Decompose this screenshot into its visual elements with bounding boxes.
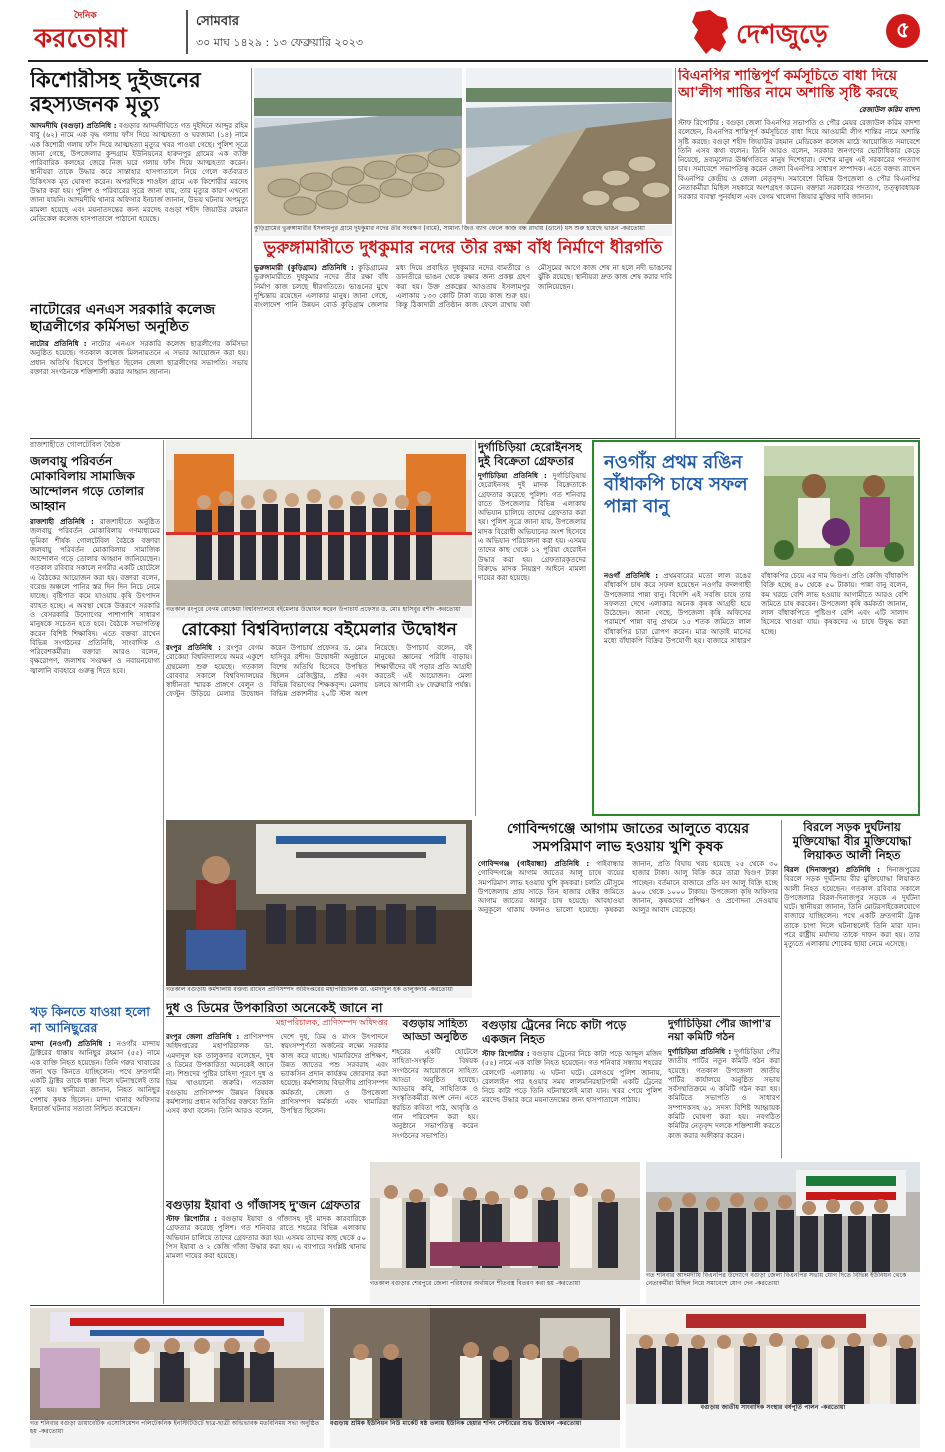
article-heroin-text: দুর্গাচিড়িয়ায় হেরোইনসহ দুই মাদক বিক্রেতাকে গ্রেফতার করেছে পুলিশ। গত শনিবার রাতে উপজেলার বিভিন্ন এলাকায় অভিযান চালিয়ে তাদের গ্রেফতার করা হয়। পুলিশ সূত্রে জানা যায়, উপজেলার মাদক বিরোধী অভিযানের অংশ হিসেবে এ অভিযান পরিচালনা করা হয়। এসময় তাদের কাছ থেকে ১২ পুরিয়া হেরোইন উদ্ধার করা হয়। গ্রেফতারকৃতদের বিরুদ্ধে মাদক নিয়ন্ত্রণ আইনে মামলা দায়ের করা হয়েছে। (478, 472, 586, 583)
article-cabbage-body (604, 572, 908, 808)
article-biral-byline: বিরল (দিনাজপুর) প্রতিনিধি : (784, 866, 880, 874)
photo-river-bank (254, 68, 672, 236)
column-rule (675, 68, 676, 438)
photo-workshop-caption: গতকাল বগুড়ায় কর্মশালায় বক্তব্য রাখেন প্রাণিসম্পদ অধিদপ্তরের মহাপরিচালক ডা. এমদাদুল হক তালুকদার -করতোয়া (166, 986, 472, 998)
masthead-rule (28, 60, 928, 62)
article-yaba-text: বগুড়ায় ইয়াবা ও গাঁজাসহ দুই মাদক কারবারিকে গ্রেফতার করেছে পুলিশ। গত শনিবার রাতে শহরের বিভিন্ন এলাকায় অভিযান চালিয়ে তাদের গ্রেফতার করা হয়। এসময় তাদের কাছ থেকে ৫০ পিস ইয়াবা ও ২ কেজি গাঁজা উদ্ধার করা হয়। এ ব্যাপারে সংশ্লিষ্ট থানায় মামলা দায়ের করা হয়েছে। (166, 1215, 366, 1261)
article-deaths-text: বগুড়ার আদমদীঘিতে গত দুইদিনে আব্দুর রহিম বাবু (৬২) নামে এক বৃদ্ধ গলায় ফাঁস দিয়ে আত্মহত্যা ও ঘরজামা (১৪) নামে এক কিশোরী গলায় ফাঁস দিয়ে আত্মহত্যা মৃত্যুর খবর পাওয়া গেছে। পুলিশ সূত্রে জানা গেছে, উপজেলার কুন্দগ্রাম ইউনিয়নের হারুনপুর গ্রামের এক ব্যক্তি পারিবারিক কলহের জেরে নিজ ঘরে গলায় ফাঁস দিয়ে আত্মহত্যা করেন। স্থানীয়রা তাকে উদ্ধার করে সান্তাহার হাসপাতালে নিয়ে গেলে কর্তব্যরত চিকিৎসক মৃত ঘোষণা করেন। অপরদিকে শাওইল গ্রামে এক কিশোরীর মরদেহ উদ্ধার করা হয়। পুলিশ ও পরিবারের সূত্রে জানা যায়, তার মৃত্যুর কারণ এখনো জানা যায়নি। আদমদীঘি থানার অফিসার ইনচার্জ জানান, উভয় ঘটনায় অপমৃত্যু মামলা হয়েছে এবং ময়নাতদন্তের জন্য মরদেহ বগুড়া শহীদ জিয়াউর রহমান মেডিকেল কলেজ হাসপাতালে পাঠানো হয়েছে। (30, 122, 248, 223)
river-bank-left-image (254, 68, 462, 224)
article-natore-byline: নাটোর প্রতিনিধি : (30, 340, 87, 348)
column-rule (251, 68, 252, 438)
article-potato-title: গোবিন্দগঞ্জে আগাম জাতের আলুতে ব্যয়ের সমপরিমাণ লাভ হওয়ায় খুশি কৃষক (506, 821, 750, 855)
issue-day: সোমবার (196, 14, 240, 29)
article-bnp-author: রেজাউল করিম বাদশা (859, 106, 920, 114)
article-dam-title: ভুরুঙ্গামারীতে দুধকুমার নদের তীর রক্ষা বাঁধ নির্মাণে ধীরগতি (263, 238, 663, 258)
article-literature-text: শহরের একটি হোটেলে সাহিত্য-সংস্কৃতি বিষয়ক সংগঠনের আয়োজনে সাহিত্য আড্ডা অনুষ্ঠিত হয়েছে। আড্ডায় কবি, সাহিত্যিক ও সংস্কৃতিকর্মীরা অংশ নেন। এতে স্বরচিত কবিতা পাঠ, আবৃত্তি ও গান পরিবেশন করা হয়। অনুষ্ঠানে সভাপতিত্ব করেন সংগঠনের সভাপতি। (392, 1048, 478, 1140)
article-dam (254, 238, 672, 438)
photo-diabetic (30, 1308, 324, 1448)
article-book-fair (166, 620, 472, 816)
article-yaba (166, 1198, 366, 1304)
article-manda-body (30, 1040, 160, 1114)
article-milk-egg (166, 1000, 388, 1196)
article-book-fair-byline: রংপুর প্রতিনিধি : (166, 644, 221, 652)
distribution-image (370, 1162, 640, 1280)
article-potato (478, 820, 778, 1016)
photo-bnp-rally (646, 1162, 920, 1304)
article-heroin (478, 440, 586, 816)
article-climate-body (30, 518, 160, 676)
article-bnp (678, 68, 920, 438)
diabetic-image (30, 1308, 324, 1420)
photo-unique-shop-caption: বগুড়ায় শ্রমিক ইউনিয়ন নিউ মার্কেট ষষ্ঠ তলায় ইউনিক হেয়ার শপিং সেন্টারের শুভ উদ্বোধন -করতোয়া (330, 1420, 620, 1448)
article-milk-egg-byline: রংপুর জেলা প্রতিনিধি : (166, 1033, 240, 1041)
article-literature-title: বগুড়ায় সাহিত্য আড্ডা অনুষ্ঠিত (402, 1018, 468, 1043)
logo-main: করতোয়া (34, 24, 127, 54)
photo-book-fair (166, 440, 472, 618)
article-dam-body (254, 264, 672, 432)
article-train-body (482, 1050, 662, 1106)
article-cabbage (592, 440, 920, 816)
unique-shop-image (330, 1308, 620, 1420)
article-manda-byline: মান্দা (নওগাঁ) প্রতিনিধি : (30, 1040, 112, 1048)
article-dam-text: কুড়িগ্রামের ভুরুঙ্গামারীতে দুধকুমার নদের তীর রক্ষা বাঁধ নির্মাণ কাজ চলছে ধীরগতিতে। ভাঙনের মুখে দুশ্চিন্তায় রয়েছেন এলাকার মানুষ। জানা গেছে, বাংলাদেশ পানি উন্নয়ন বোর্ড কুড়িগ্রাম জেলার মধ্য দিয়ে প্রবাহিত দুধকুমার নদের বামতীরে ও ডানতীরে ভাঙন থেকে রক্ষার জন্য প্রকল্প গ্রহণ করা হয়। উক্ত প্রকল্পের আওতায় ইসলামপুর এলাকায় ১৩৩ কোটি টাকা ব্যয়ে কাজ শুরু হয়। কিন্তু ঠিকাদারী প্রতিষ্ঠান কাজ ফেলে রাখায় বর্ষা মৌসুমের আগে কাজ শেষ না হলে নদী ভাঙনের ঝুঁকি রয়েছে। স্থানীয়রা দ্রুত কাজ শেষ করার দাবি জানিয়েছেন। (254, 264, 672, 310)
article-biral-text: দিনাজপুরের বিরলে সড়ক দুর্ঘটনায় বীর মুক্তিযোদ্ধা লিয়াকত আলী নিহত হয়েছেন। গতকাল রবিবার সকালে উপজেলার বিরল-দিনাজপুর সড়কে এ দুর্ঘটনা ঘটে। স্থানীয়রা জানান, তিনি মোটরসাইকেলযোগে বাজারে যাচ্ছিলেন। পথে একটি দ্রুতগামী ট্রাক তাকে চাপা দিলে ঘটনাস্থলেই তিনি মারা যান। পরে রাষ্ট্রীয় মর্যাদায় তাকে দাফন করা হয়। তার মৃত্যুতে এলাকায় শোকের ছায়া নেমে এসেছে। (784, 866, 920, 949)
section-label (688, 8, 928, 56)
article-climate-byline: রাজশাহী প্রতিনিধি : (30, 518, 94, 526)
article-book-fair-title: রোকেয়া বিশ্ববিদ্যালয়ে বইমেলার উদ্বোধন (181, 620, 457, 640)
issue-date: ৩০ মাঘ ১৪২৯ : ১৩ ফেব্রুয়ারি ২০২৩ (196, 36, 364, 49)
river-bank-right-image (466, 68, 672, 224)
article-milk-egg-kicker: মহাপরিচালক, প্রাণিসম্পদ অধিদপ্তর (276, 1018, 388, 1027)
article-biral-body (784, 866, 920, 950)
article-milk-egg-body (166, 1033, 388, 1193)
bnp-rally-image (646, 1162, 920, 1272)
photo-journalists (626, 1308, 920, 1448)
photo-book-fair-caption: গতকাল রংপুরে বেগম রোকেয়া বিশ্ববিদ্যালয়ে বইমেলার উদ্বোধন করেন উপাচার্য প্রফেসর ড. মোঃ হাসিবুর রশীদ -করতোয়া (166, 606, 472, 618)
article-book-fair-body (166, 644, 472, 814)
logo-small: দৈনিক (74, 11, 97, 21)
article-japa (668, 1018, 780, 1158)
article-heroin-title: দুর্গাচিড়িয়া হেরোইনসহ দুই বিক্রেতা গ্রেফতার (478, 440, 582, 468)
article-train-text: বগুড়ায় ট্রেনের নিচে কাটা পড়ে আব্দুল মজিদ (৫৫) নামে এক ব্যক্তি নিহত হয়েছেন। গত শনিবার সন্ধ্যায় শহরের রেলগেট এলাকায় এ ঘটনা ঘটে। রেলওয়ে পুলিশ জানায়, রেললাইন পার হওয়ার সময় লালমনিরহাটগামী একটি ট্রেনের নিচে কাটা পড়ে তিনি ঘটনাস্থলেই মারা যান। খবর পেয়ে পুলিশ মরদেহ উদ্ধার করে ময়নাতদন্তের জন্য হাসপাতালে পাঠায়। (482, 1050, 662, 1105)
article-japa-body (668, 1048, 780, 1141)
page-number: ৫ (886, 14, 920, 48)
article-manda-text: নওগাঁর মান্দায় ট্রাক্টরের ধাক্কায় আনিছুর রহমান (৫৫) নামে এক ব্যক্তি নিহত হয়েছেন। তিনি গরুর খাবারের জন্য খড় কিনতে যাচ্ছিলেন। পথে দ্রুতগামী একটি ট্রাক্টর তাকে ধাক্কা দিলে ঘটনাস্থলেই তার মৃত্যু হয়। স্থানীয়রা জানান, নিহত আনিছুর পেশায় কৃষক ছিলেন। মান্দা থানার অফিসার ইনচার্জ ঘটনার সত্যতা নিশ্চিত করেছেন। (30, 1040, 160, 1114)
article-deaths-title: কিশোরীসহ দুইজনের রহস্যজনক মৃত্যু (30, 68, 201, 116)
article-potato-body (478, 860, 778, 1010)
photo-distribution (370, 1162, 640, 1304)
article-literature-body (392, 1048, 478, 1141)
row-rule (30, 438, 920, 439)
article-potato-byline: গোবিন্দগঞ্জ (গাইবান্ধা) প্রতিনিধি : (478, 860, 590, 868)
article-potato-text: গাইবান্ধার গোবিন্দগঞ্জে আগাম জাতের আলু চাষে ব্যয়ের সমপরিমাণ লাভ হওয়ায় খুশি কৃষকরা। চলতি মৌসুমে উপজেলায় প্রায় সাড়ে তিন হাজার হেক্টর জমিতে আগাম জাতের আলুর চাষ হয়েছে। আবহাওয়া অনুকূলে থাকায় ফলনও ভালো হয়েছে। কৃষকরা জানান, প্রতি বিঘায় খরচ হয়েছে ২৫ থেকে ৩০ হাজার টাকা। আলু বিক্রি করে তারা দ্বিগুণ টাকা পাচ্ছেন। বর্তমানে বাজারে প্রতি মণ আলু বিক্রি হচ্ছে ৯০০ থেকে ১০০০ টাকায়। উপজেলা কৃষি অফিসার জানান, কৃষকদের প্রশিক্ষণ ও প্রণোদনা দেওয়ায় আলুর আবাদ বেড়েছে। (478, 860, 778, 915)
photo-unique-shop (330, 1308, 620, 1448)
article-bnp-text: স্টাফ রিপোর্টার : বগুড়া জেলা বিএনপির সভাপতি ও পৌর মেয়র রেজাউল করিম বাদশা বলেছেন, বিএনপির শান্তিপূর্ণ কর্মসূচিতে বাধা দিয়ে আওয়ামী লীগ শান্তির নামে অশান্তি সৃষ্টি করছে। বগুড়া শহীদ জিয়াউর রহমান মেডিকেল কলেজ মাঠে আয়োজিত সমাবেশে তিনি এসব কথা বলেন। তিনি আরও বলেন, সরকার জনগণের ভোটাধিকার কেড়ে নিয়েছে, দ্রব্যমূল্যের ঊর্ধ্বগতিতে মানুষ দিশেহারা। দেশের মানুষ এই সরকারের পদত্যাগ চায়। সমাবেশে সভাপতিত্ব করেন জেলা বিএনপির সাধারণ সম্পাদক। এতে বক্তব্য রাখেন বিএনপির কেন্দ্রীয় ও জেলা নেতৃবৃন্দ। সমাবেশে বিভিন্ন উপজেলা ও পৌর বিএনপির নেতাকর্মীরা মিছিল সহকারে অংশগ্রহণ করেন। বক্তারা সরকারের পদত্যাগ, তত্ত্বাবধায়ক সরকার ব্যবস্থা পুনর্বহাল এবং বেগম খালেদা জিয়ার মুক্তির দাবি জানান। (678, 119, 920, 202)
article-cabbage-byline: নওগাঁ প্রতিনিধি : (604, 572, 659, 580)
article-train-title: বগুড়ায় ট্রেনের নিচে কাটা পড়ে একজন নিহত (482, 1018, 627, 1046)
article-yaba-byline: স্টাফ রিপোর্টার : (166, 1215, 217, 1223)
article-natore (30, 302, 248, 438)
article-train-byline: স্টাফ রিপোর্টার : (482, 1050, 530, 1058)
article-yaba-title: বগুড়ায় ইয়াবা ও গাঁজাসহ দু'জন গ্রেফতার (166, 1198, 361, 1212)
article-heroin-byline: দুর্গাচিড়িয়া প্রতিনিধি : (478, 472, 547, 480)
article-japa-byline: দুর্গাচিড়িয়া প্রতিনিধি : (668, 1048, 732, 1056)
article-manda-title: খড় কিনতে যাওয়া হলো না আনিছুরের (30, 1004, 150, 1035)
article-heroin-body (478, 472, 586, 584)
article-bnp-title: বিএনপির শান্তিপূর্ণ কর্মসূচিতে বাধা দিয়ে আ'লীগ শান্তির নামে অশান্তি সৃষ্টি করছে (678, 68, 898, 101)
article-biral-title: বিরলে সড়ক দুর্ঘটনায় মুক্তিযোদ্ধা বীর মুক্তিযোদ্ধা লিয়াকত আলী নিহত (792, 820, 912, 862)
article-milk-egg-title: দুধ ও ডিমের উপকারিতা অনেকেই জানে না (166, 1000, 383, 1015)
photo-distribution-caption: গতকাল বগুড়ার শেরপুরে জেলা পরিষদের অর্থায়নে শীতবস্ত্র বিতরণ করা হয় -করতোয়া (370, 1280, 640, 1304)
article-bnp-body (678, 119, 920, 203)
article-dam-byline: ভুরুঙ্গামারী (কুড়িগ্রাম) প্রতিনিধি : (254, 264, 354, 272)
article-climate-text: রাজশাহীতে অনুষ্ঠিত জলবায়ু পরিবর্তন মোকাবিলায় গণমাধ্যমের ভূমিকা শীর্ষক গোলটেবিল বৈঠকে বক্তারা জলবায়ু পরিবর্তন মোকাবিলায় সামাজিক আন্দোলন গড়ে তোলার আহ্বান জানিয়েছেন। গতকাল রবিবার সকালে নগরীর একটি হোটেলে এ বৈঠকের আয়োজন করা হয়। বক্তারা বলেন, বরেন্দ্র অঞ্চলে পানির স্তর দিন দিন নিচে নেমে যাচ্ছে। বৃষ্টিপাত কমে যাওয়ায় কৃষি উৎপাদন ব্যাহত হচ্ছে। এ অবস্থা থেকে উত্তরণে সরকারি ও বেসরকারি উদ্যোগের পাশাপাশি সাধারণ মানুষকে সচেতন হতে হবে। বৈঠকে সভাপতিত্ব করেন বিশিষ্ট শিক্ষাবিদ। এতে বক্তব্য রাখেন বিভিন্ন সংগঠনের প্রতিনিধি, সাংবাদিক ও পরিবেশকর্মীরা। বক্তারা আরও বলেন, বৃক্ষরোপণ, জলাশয় সংরক্ষণ ও নবায়নযোগ্য জ্বালানি ব্যবহারে গুরুত্ব দিতে হবে। (30, 518, 160, 675)
masthead (0, 0, 945, 64)
article-japa-title: দুর্গাচিড়িয়া পৌর জাপা'র নয়া কমিটি গঠন (668, 1018, 771, 1043)
bangladesh-map-icon (688, 8, 732, 56)
article-cabbage-text: প্রথমবারের মতো লাল রঙের বাঁধাকপি চাষ করে সফল হয়েছেন নওগাঁর বদলগাছী উপজেলার পান্না বানু। বিদেশি এই সবজি চাষে তার সফলতা দেখে এলাকার অনেক কৃষক আগ্রহী হয়ে উঠেছেন। জানা গেছে, উপজেলা কৃষি অফিসের পরামর্শে পান্না বানু প্রথমে ১৫ শতক জমিতে লাল বাঁধাকপির চারা রোপণ করেন। মাত্র আড়াই মাসের মধ্যে বাঁধাকপি বিক্রির উপযোগী হয়। বাজারে সাধারণ বাঁধাকপির চেয়ে এর দাম দ্বিগুণ। প্রতি কেজি বাঁধাকপি বিক্রি হচ্ছে ৪০ থেকে ৫০ টাকায়। পান্না বানু বলেন, কম খরচে বেশি লাভ হওয়ায় আগামীতে আরও বেশি জমিতে চাষ করবেন। উপজেলা কৃষি কর্মকর্তা জানান, লাল বাঁধাকপিতে পুষ্টিগুণ বেশি এবং এটি সালাদ হিসেবে খাওয়া যায়। কৃষকদের এ চাষে উদ্বুদ্ধ করা হচ্ছে। (604, 572, 908, 646)
article-yaba-body (166, 1215, 366, 1261)
photo-bnp-rally-caption: গত শনিবার আদমদীঘি বিএনপির উদ্যোগে বগুড়া জেলা বিএনপির সভায় যোগ দিতে বিভিন্ন ইউনিয়ন থেকে নেতাকর্মীরা মিছিল নিয়ে সমাবেশে যোগ দেন -করতোয়া (646, 1272, 920, 1304)
row-rule (166, 1016, 780, 1017)
article-book-fair-text: রংপুর বেগম রোকেয়া বিশ্ববিদ্যালয়ে অমর একুশে গ্রন্থমেলা শুরু হয়েছে। গতকাল রোববার সকালে বিশ্ববিদ্যালয়ের স্বাধীনতা স্মারক প্রাঙ্গণে বেলুন ও ফেস্টুন উড়িয়ে মেলার উদ্বোধন করেন উপাচার্য প্রফেসর ড. মোঃ হাসিবুর রশীদ। উদ্বোধনী অনুষ্ঠানে বিশেষ অতিথি হিসেবে উপস্থিত ছিলেন রেজিস্ট্রার, প্রক্টর এবং বিভিন্ন বিভাগের শিক্ষকবৃন্দ। মেলায় বিভিন্ন প্রকাশনীর ২০টি স্টল অংশ নিয়েছে। উপাচার্য বলেন, বই মানুষের জ্ঞানের পরিধি বাড়ায়। শিক্ষার্থীদের বই পড়ার প্রতি আগ্রহী করতেই এই আয়োজন। মেলা চলবে আগামী ২৮ ফেব্রুয়ারি পর্যন্ত। (166, 644, 472, 699)
book-fair-image (166, 440, 472, 606)
article-climate (30, 440, 160, 1000)
column-rule (781, 820, 782, 1158)
article-natore-body (30, 340, 248, 377)
logo (28, 8, 178, 56)
article-deaths-byline: আদমদীঘি (বগুড়া) প্রতিনিধি : (30, 122, 117, 130)
article-climate-title: জলবায়ু পরিবর্তন মোকাবিলায় সামাজিক আন্দোলন গড়ে তোলার আহ্বান (30, 454, 145, 513)
article-train (482, 1018, 662, 1158)
row-rule (30, 1305, 920, 1306)
photo-river-bank-caption: কুড়িগ্রামের ভুরুঙ্গামারীর ইসলামপুর গ্রামে দুধকুমার নদের তীর সংরক্ষণ (বামে), সামান্য জিও ব্যাগ ফেলে কাজ বন্ধ রাখায় (ডানে) ধস শুরু হয়েছে ভাঙন -করতোয়া (254, 225, 672, 236)
masthead-divider (186, 10, 188, 54)
column-rule (475, 440, 476, 816)
cabbage-farmer-image (764, 446, 914, 566)
article-japa-text: দুর্গাচিড়িয়া পৌর জাতীয় পার্টির নতুন কমিটি গঠন করা হয়েছে। গতকাল উপজেলা জাতীয় পার্টির কার্যালয়ে অনুষ্ঠিত সভায় সর্বসম্মতিক্রমে এ কমিটি গঠন করা হয়। কমিটিতে সভাপতি ও সাধারণ সম্পাদকসহ ৬১ সদস্য বিশিষ্ট আহ্বায়ক কমিটি ঘোষণা করা হয়। নবগঠিত কমিটির নেতৃবৃন্দ দলকে শক্তিশালী করতে কাজ করার অঙ্গীকার করেন। (668, 1048, 780, 1140)
article-natore-text: নাটোর এনএস সরকারি কলেজ ছাত্রলীগের কর্মিসভা অনুষ্ঠিত হয়েছে। গতকাল কলেজ মিলনায়তনে এ সভার আয়োজন করা হয়। প্রধান অতিথি হিসেবে উপস্থিত ছিলেন জেলা ছাত্রলীগের সভাপতি। সভায় বক্তারা সংগঠনকে শক্তিশালী করার আহ্বান জানান। (30, 340, 248, 376)
photo-workshop (166, 820, 472, 998)
photo-diabetic-caption: গত শনিবার বগুড়া ডায়াবেটিক এসোসিয়েশন পলিটেকনিক ইনস্টিটিউটে ছাত্র-ছাত্রী অভিভাবক মতবিনিময় সভা অনুষ্ঠিত হয় -করতোয়া (30, 1420, 324, 1448)
column-rule (163, 440, 164, 1304)
article-natore-title: নাটোরের এনএস সরকারি কলেজ ছাত্রলীগের কর্মিসভা অনুষ্ঠিত (30, 302, 216, 335)
article-deaths (30, 68, 248, 300)
article-cabbage-title: নওগাঁয় প্রথম রঙিন বাঁধাকপি চাষে সফল পান্না বানু (604, 452, 748, 517)
article-deaths-body (30, 122, 248, 224)
article-milk-egg-text: প্রাণিসম্পদ অধিদপ্তরের মহাপরিচালক ডা. এমদাদুল হক তালুকদার বলেছেন, দুধ ও ডিমের উপকারিতা অনেকেই জানে না। শিশুদের পুষ্টির চাহিদা পূরণে দুধ ও ডিম খাওয়ানো জরুরি। গতকাল বগুড়ায় প্রাণিসম্পদ উন্নয়ন বিষয়ক কর্মশালায় প্রধান অতিথির বক্তব্যে তিনি এসব কথা বলেন। তিনি আরও বলেন, দেশে দুধ, ডিম ও মাংস উৎপাদনে স্বয়ংসম্পূর্ণতা অর্জনের লক্ষ্যে সরকার কাজ করে যাচ্ছে। খামারিদের প্রশিক্ষণ, উন্নত জাতের পশু সরবরাহ এবং ভ্যাকসিন প্রদান কার্যক্রম জোরদার করা হয়েছে। কর্মশালায় বিভাগীয় প্রাণিসম্পদ কর্মকর্তা, জেলা ও উপজেলা প্রাণিসম্পদ কর্মকর্তা এবং খামারিরা উপস্থিত ছিলেন। (166, 1033, 388, 1116)
section-title: দেশজুড়ে (736, 20, 828, 50)
article-climate-kicker: রাজশাহীতে গোলটেবিল বৈঠক (30, 440, 121, 449)
journalists-image (626, 1308, 920, 1404)
article-manda (30, 1004, 160, 1304)
workshop-image (166, 820, 472, 986)
photo-journalists-caption: বগুড়ায় জাতীয় সাংবাদিক সংস্থার বর্ষপূর্তি পালন -করতোয়া (626, 1404, 920, 1448)
